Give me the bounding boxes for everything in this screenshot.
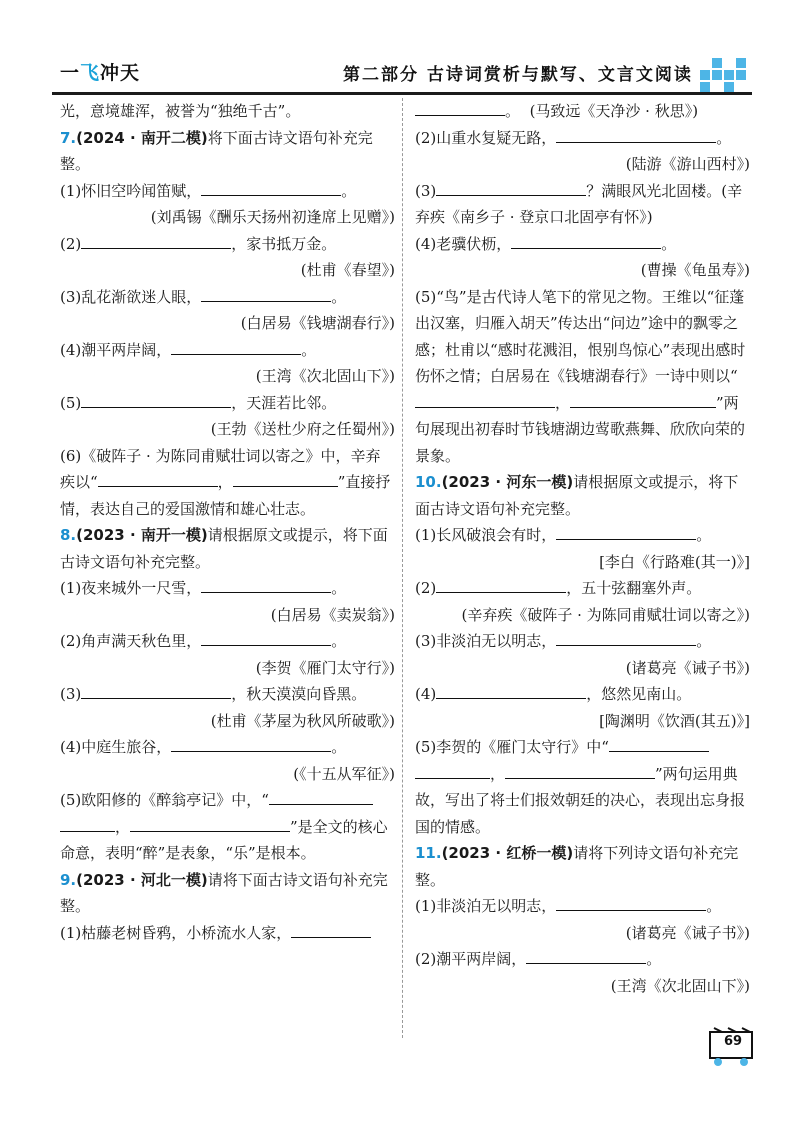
answer-blank[interactable] <box>81 391 231 408</box>
q10-item-3: (3)非淡泊无以明志， 。 <box>415 628 750 655</box>
q10-item-1: (1)长风破浪会有时， 。 <box>415 522 750 549</box>
answer-blank[interactable] <box>436 576 566 593</box>
source-citation: (诸葛亮《诫子书》) <box>625 658 750 677</box>
right-column <box>415 98 750 999</box>
header-rule <box>52 92 752 95</box>
q7-item-3: (3)乱花渐欲迷人眼， 。 <box>60 284 395 311</box>
answer-blank[interactable] <box>81 682 231 699</box>
answer-blank[interactable] <box>609 735 709 752</box>
q9-item-3: (3) ？满眼风光北固楼。(辛弃疾《南乡子 · 登京口北固亭有怀》) <box>415 178 750 231</box>
q10-item-2: (2) ，五十弦翻塞外声。 <box>415 575 750 602</box>
q9-item-5: (5)“鸟”是古代诗人笔下的常见之物。王维以“征蓬出汉塞，归雁入胡天”传达出“问边”途中的飘零之感；杜甫以“感时花溅泪，恨别鸟惊心”表现出感时伤怀之情；白居易在《钱塘湖春行》一诗中则以“， ”两句展现出初春时节钱塘湖边莺歌燕舞、欣欣向荣的景象。 <box>415 287 746 465</box>
brand-logo: 一飞冲天 <box>60 62 141 84</box>
section-title: 第二部分 古诗词赏析与默写、文言文阅读 <box>343 65 693 85</box>
source-citation: (白居易《钱塘湖春行》) <box>240 314 395 332</box>
answer-blank[interactable] <box>171 735 331 752</box>
answer-blank[interactable] <box>415 391 555 408</box>
source-citation: (陆游《游山西村》) <box>625 155 750 173</box>
column-divider <box>402 98 403 1038</box>
answer-blank[interactable] <box>511 232 661 249</box>
q7-item-2: (2) ，家书抵万金。 <box>60 231 395 258</box>
source-citation: [李白《行路难(其一)》] <box>599 552 750 571</box>
q7-item-5: (5) ，天涯若比邻。 <box>60 390 395 417</box>
q7-item-4: (4)潮平两岸阔， 。 <box>60 337 395 364</box>
question-10: 10.(2023 · 河东一模)请根据原文或提示，将下面古诗文语句补充完整。 <box>415 473 739 518</box>
q7-item-6: (6)《破阵子 · 为陈同甫赋壮词以寄之》中，辛弃疾以“ ， ”直接抒情，表达自己的爱国激情和雄心壮志。 <box>60 446 391 518</box>
q8-item-4: (4)中庭生旅谷， 。 <box>60 734 395 761</box>
q8-item-5: (5)欧阳修的《醉翁亭记》中，“， ”是全文的核心命意，表明“醉”是表象，“乐”是根本。 <box>60 787 395 867</box>
source-citation: (王湾《次北固山下》) <box>610 976 750 995</box>
question-11: 11.(2023 · 红桥一模)请将下列诗文语句补充完整。 <box>415 844 739 889</box>
question-9: 9.(2023 · 河北一模)请将下面古诗文语句补充完整。 <box>60 870 388 915</box>
answer-blank[interactable] <box>415 99 505 116</box>
answer-blank[interactable] <box>269 788 373 805</box>
q9-item-1-cont: 。 (马致远《天净沙 · 秋思》) <box>415 98 750 125</box>
source-citation: (白居易《卖炭翁》) <box>270 605 395 624</box>
source-citation: (李贺《雁门太守行》) <box>255 658 395 677</box>
answer-blank[interactable] <box>171 338 301 355</box>
answer-blank[interactable] <box>98 470 218 487</box>
page-header <box>0 0 800 96</box>
answer-blank[interactable] <box>130 815 290 832</box>
q8-item-3: (3) ，秋天漠漠向昏黑。 <box>60 681 395 708</box>
source-citation: (王湾《次北固山下》) <box>255 367 395 385</box>
q10-item-5: (5)李贺的《雁门太守行》中“， ”两句运用典故，写出了将士们报效朝廷的决心，表现出忘身报国的情感。 <box>415 734 750 840</box>
source-citation: (《十五从军征》) <box>293 764 395 783</box>
answer-blank[interactable] <box>436 179 586 196</box>
q9-item-2: (2)山重水复疑无路， 。 <box>415 125 750 152</box>
source-citation: (辛弃疾《破阵子 · 为陈同甫赋壮词以寄之》) <box>461 605 750 624</box>
q11-item-2: (2)潮平两岸阔， 。 <box>415 946 750 973</box>
answer-blank[interactable] <box>505 762 655 779</box>
page-number: 69 <box>724 1034 743 1049</box>
corner-decoration <box>700 58 746 90</box>
answer-blank[interactable] <box>201 576 331 593</box>
answer-blank[interactable] <box>556 894 706 911</box>
answer-blank[interactable] <box>436 682 586 699</box>
answer-blank[interactable] <box>201 629 331 646</box>
answer-blank[interactable] <box>201 179 341 196</box>
q9-item-1: (1)枯藤老树昏鸦，小桥流水人家， <box>60 920 395 947</box>
q10-item-4: (4) ，悠然见南山。 <box>415 681 750 708</box>
answer-blank[interactable] <box>570 391 596 408</box>
source-citation: (王勃《送杜少府之任蜀州》) <box>210 420 395 438</box>
question-8: 8.(2023 · 南开一模)请根据原文或提示，将下面古诗文语句补充完整。 <box>60 526 388 571</box>
answer-blank[interactable] <box>60 815 115 832</box>
source-citation: (杜甫《茅屋为秋风所破歌》) <box>210 711 395 730</box>
left-column <box>60 98 395 946</box>
source-citation: (曹操《龟虽寿》) <box>640 261 750 279</box>
q8-item-1: (1)夜来城外一尺雪， 。 <box>60 575 395 602</box>
q9-item-4: (4)老骥伏枥， 。 <box>415 231 750 258</box>
answer-blank[interactable] <box>556 629 696 646</box>
answer-blank[interactable] <box>556 523 696 540</box>
source-citation: (诸葛亮《诫子书》) <box>625 923 750 942</box>
source-citation: [陶渊明《饮酒(其五)》] <box>599 711 750 730</box>
answer-blank[interactable] <box>233 470 338 487</box>
source-citation: (刘禹锡《酬乐天扬州初逢席上见赠》) <box>150 208 395 226</box>
q11-item-1: (1)非淡泊无以明志， 。 <box>415 893 750 920</box>
answer-blank[interactable] <box>415 762 490 779</box>
answer-blank[interactable] <box>81 232 231 249</box>
question-7: 7.(2024 · 南开二模)将下面古诗文语句补充完整。 <box>60 128 373 173</box>
answer-blank[interactable] <box>556 126 716 143</box>
source-citation: (杜甫《春望》) <box>300 261 395 279</box>
text-line: 光，意境雄浑，被誉为“独绝千古”。 <box>60 102 301 120</box>
q7-item-1: (1)怀旧空吟闻笛赋， 。 <box>60 178 395 205</box>
answer-blank[interactable] <box>291 921 371 938</box>
q8-item-2: (2)角声满天秋色里， 。 <box>60 628 395 655</box>
answer-blank[interactable] <box>596 391 716 408</box>
answer-blank[interactable] <box>201 285 331 302</box>
answer-blank[interactable] <box>526 947 646 964</box>
page-number-badge <box>708 1026 754 1068</box>
